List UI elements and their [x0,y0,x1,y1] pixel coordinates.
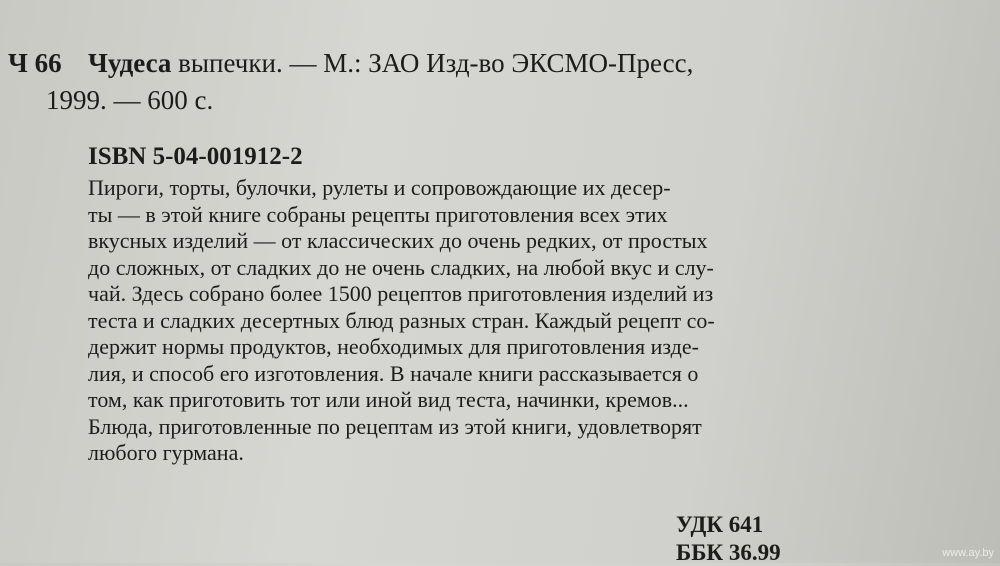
book-title: Чудеса [88,48,172,78]
bibliographic-details: выпечки. — М.: ЗАО Изд-во ЭКСМО-Пресс, [178,48,694,78]
annotation-line: до сложных, от сладких до не очень сладких, на любой вкус и слу- [88,254,714,280]
annotation-line: чай. Здесь собрано более 1500 рецептов приготовления изделий из [88,281,714,306]
annotation-line: лия, и способ его изготовления. В начале книги рассказывается о [88,360,699,386]
annotation-line: любого гурмана. [88,440,244,465]
annotation-line: Пироги, торты, булочки, рулеты и сопровождающие их десер- [88,175,671,200]
year-pages: 1999. — 600 с. [46,85,214,115]
annotation-line: вкусных изделий — от классических до очень редких, от простых [88,228,708,253]
bibliographic-line [88,48,693,79]
isbn: ISBN 5-04-001912-2 [88,143,303,170]
catalog-code: Ч 66 [8,48,62,78]
bbk-code: ББК 36.99 [676,540,781,565]
annotation-line: держит нормы продуктов, необходимых для приготовления изде- [88,334,699,359]
udk-code: УДК 641 [676,512,764,537]
annotation-line: Блюда, приготовленные по рецептам из этой книги, удовлетворят [88,413,702,439]
annotation [88,175,808,467]
annotation-line: том, как приготовить тот или иной вид теста, начинки, кремов... [88,387,689,412]
annotation-line: ты — в этой книге собраны рецепты приготовления всех этих [88,201,668,227]
annotation-line: теста и сладких десертных блюд разных стран. Каждый рецепт со- [88,307,715,333]
watermark: www.ay.by [942,547,994,559]
